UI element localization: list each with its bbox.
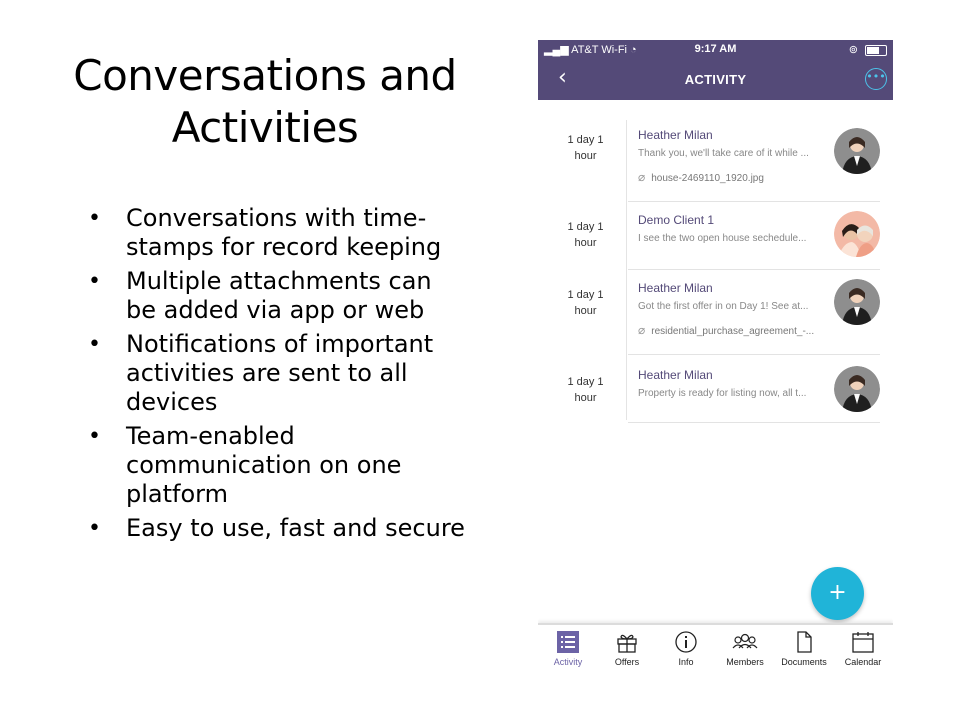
activity-entry[interactable]	[538, 118, 893, 203]
info-icon	[657, 631, 715, 657]
tab-label: Activity	[553, 657, 583, 667]
entry-time-line2: hour	[574, 392, 597, 404]
tab-bar	[538, 623, 893, 680]
entry-time-line1: 1 day 1	[567, 376, 604, 388]
bullet-dot: •	[88, 206, 101, 231]
entry-time-line1: 1 day 1	[567, 289, 604, 301]
entry-time-line1: 1 day 1	[567, 221, 604, 233]
entry-card[interactable]	[628, 118, 880, 202]
bullet-text: Notifications of important activities are sent to all devices	[126, 330, 434, 416]
tab-label: Documents	[781, 657, 827, 667]
entry-time-line2: hour	[574, 150, 597, 162]
bullet-text: Conversations with time-stamps for record keeping	[126, 204, 442, 261]
avatar	[834, 128, 880, 174]
entry-time	[558, 132, 613, 164]
more-options-icon[interactable]: •••	[865, 68, 887, 90]
bullet-item	[86, 204, 466, 262]
tab-documents[interactable]	[775, 631, 833, 667]
paperclip-icon: ⌀	[638, 170, 646, 184]
activity-entry[interactable]	[538, 203, 893, 271]
bullet-item	[86, 422, 466, 509]
members-icon	[716, 631, 774, 657]
bullet-text: Multiple attachments can be added via app or web	[126, 267, 432, 324]
entry-author: Demo Client 1	[638, 213, 715, 227]
add-button[interactable]: +	[811, 567, 864, 620]
entry-time-line2: hour	[574, 237, 597, 249]
entry-card[interactable]	[628, 358, 880, 423]
entry-card[interactable]	[628, 271, 880, 355]
entry-author: Heather Milan	[638, 281, 713, 295]
gift-icon	[598, 631, 656, 657]
rotation-lock-icon: ⊚	[848, 44, 858, 56]
tab-calendar[interactable]	[834, 631, 892, 667]
attachment-name: house-2469110_1920.jpg	[651, 173, 764, 184]
tab-offers[interactable]	[598, 631, 656, 667]
status-right	[849, 43, 887, 56]
status-bar	[538, 40, 893, 60]
entry-message: Property is ready for listing now, all t...	[638, 388, 807, 399]
nav-title: ACTIVITY	[684, 72, 747, 87]
slide-title	[40, 50, 490, 154]
activity-entry[interactable]	[538, 271, 893, 356]
carrier-label: AT&T Wi-Fi	[571, 44, 627, 56]
wifi-icon: ◔	[630, 44, 637, 56]
tab-label: Members	[726, 657, 764, 667]
paperclip-icon: ⌀	[638, 323, 646, 337]
avatar	[834, 279, 880, 325]
entry-time	[558, 287, 613, 319]
activity-entry[interactable]	[538, 358, 893, 424]
tab-label: Info	[678, 657, 694, 667]
tab-info[interactable]	[657, 631, 715, 667]
entry-time	[558, 219, 613, 251]
list-icon	[539, 631, 597, 657]
status-time: 9:17 AM	[694, 43, 737, 55]
entry-message: I see the two open house sechedule...	[638, 233, 807, 244]
entry-time	[558, 374, 613, 406]
bullet-dot: •	[88, 269, 101, 294]
back-icon[interactable]: ‹	[558, 65, 567, 90]
tab-members[interactable]	[716, 631, 774, 667]
avatar	[834, 366, 880, 412]
bullet-text: Easy to use, fast and secure	[126, 514, 465, 542]
attachment-name: residential_purchase_agreement_-...	[651, 326, 815, 337]
tab-activity[interactable]	[539, 631, 597, 667]
bullet-list	[86, 204, 466, 548]
bullet-dot: •	[88, 516, 101, 541]
entry-author: Heather Milan	[638, 128, 713, 142]
slide-title-line1: Conversations and	[73, 51, 457, 100]
slide-title-line2: Activities	[171, 103, 359, 152]
bullet-item	[86, 514, 466, 543]
signal-icon: ▂▄▆	[544, 44, 569, 56]
bullet-text: Team-enabled communication on one platform	[126, 422, 402, 508]
calendar-icon	[834, 631, 892, 657]
bullet-dot: •	[88, 424, 101, 449]
document-icon	[775, 631, 833, 657]
nav-bar	[538, 60, 893, 100]
battery-icon	[865, 45, 887, 56]
phone-screenshot	[538, 40, 893, 680]
entry-attachment[interactable]	[638, 323, 828, 337]
bullet-item	[86, 267, 466, 325]
entry-time-line1: 1 day 1	[567, 134, 604, 146]
entry-author: Heather Milan	[638, 368, 713, 382]
bullet-dot: •	[88, 332, 101, 357]
entry-attachment[interactable]	[638, 170, 828, 184]
entry-time-line2: hour	[574, 305, 597, 317]
entry-card[interactable]	[628, 203, 880, 270]
entry-message: Got the first offer in on Day 1! See at...	[638, 301, 809, 312]
tab-label: Calendar	[844, 657, 882, 667]
entry-message: Thank you, we'll take care of it while ...	[638, 148, 809, 159]
bullet-item	[86, 330, 466, 417]
avatar	[834, 211, 880, 257]
tab-label: Offers	[614, 657, 640, 667]
